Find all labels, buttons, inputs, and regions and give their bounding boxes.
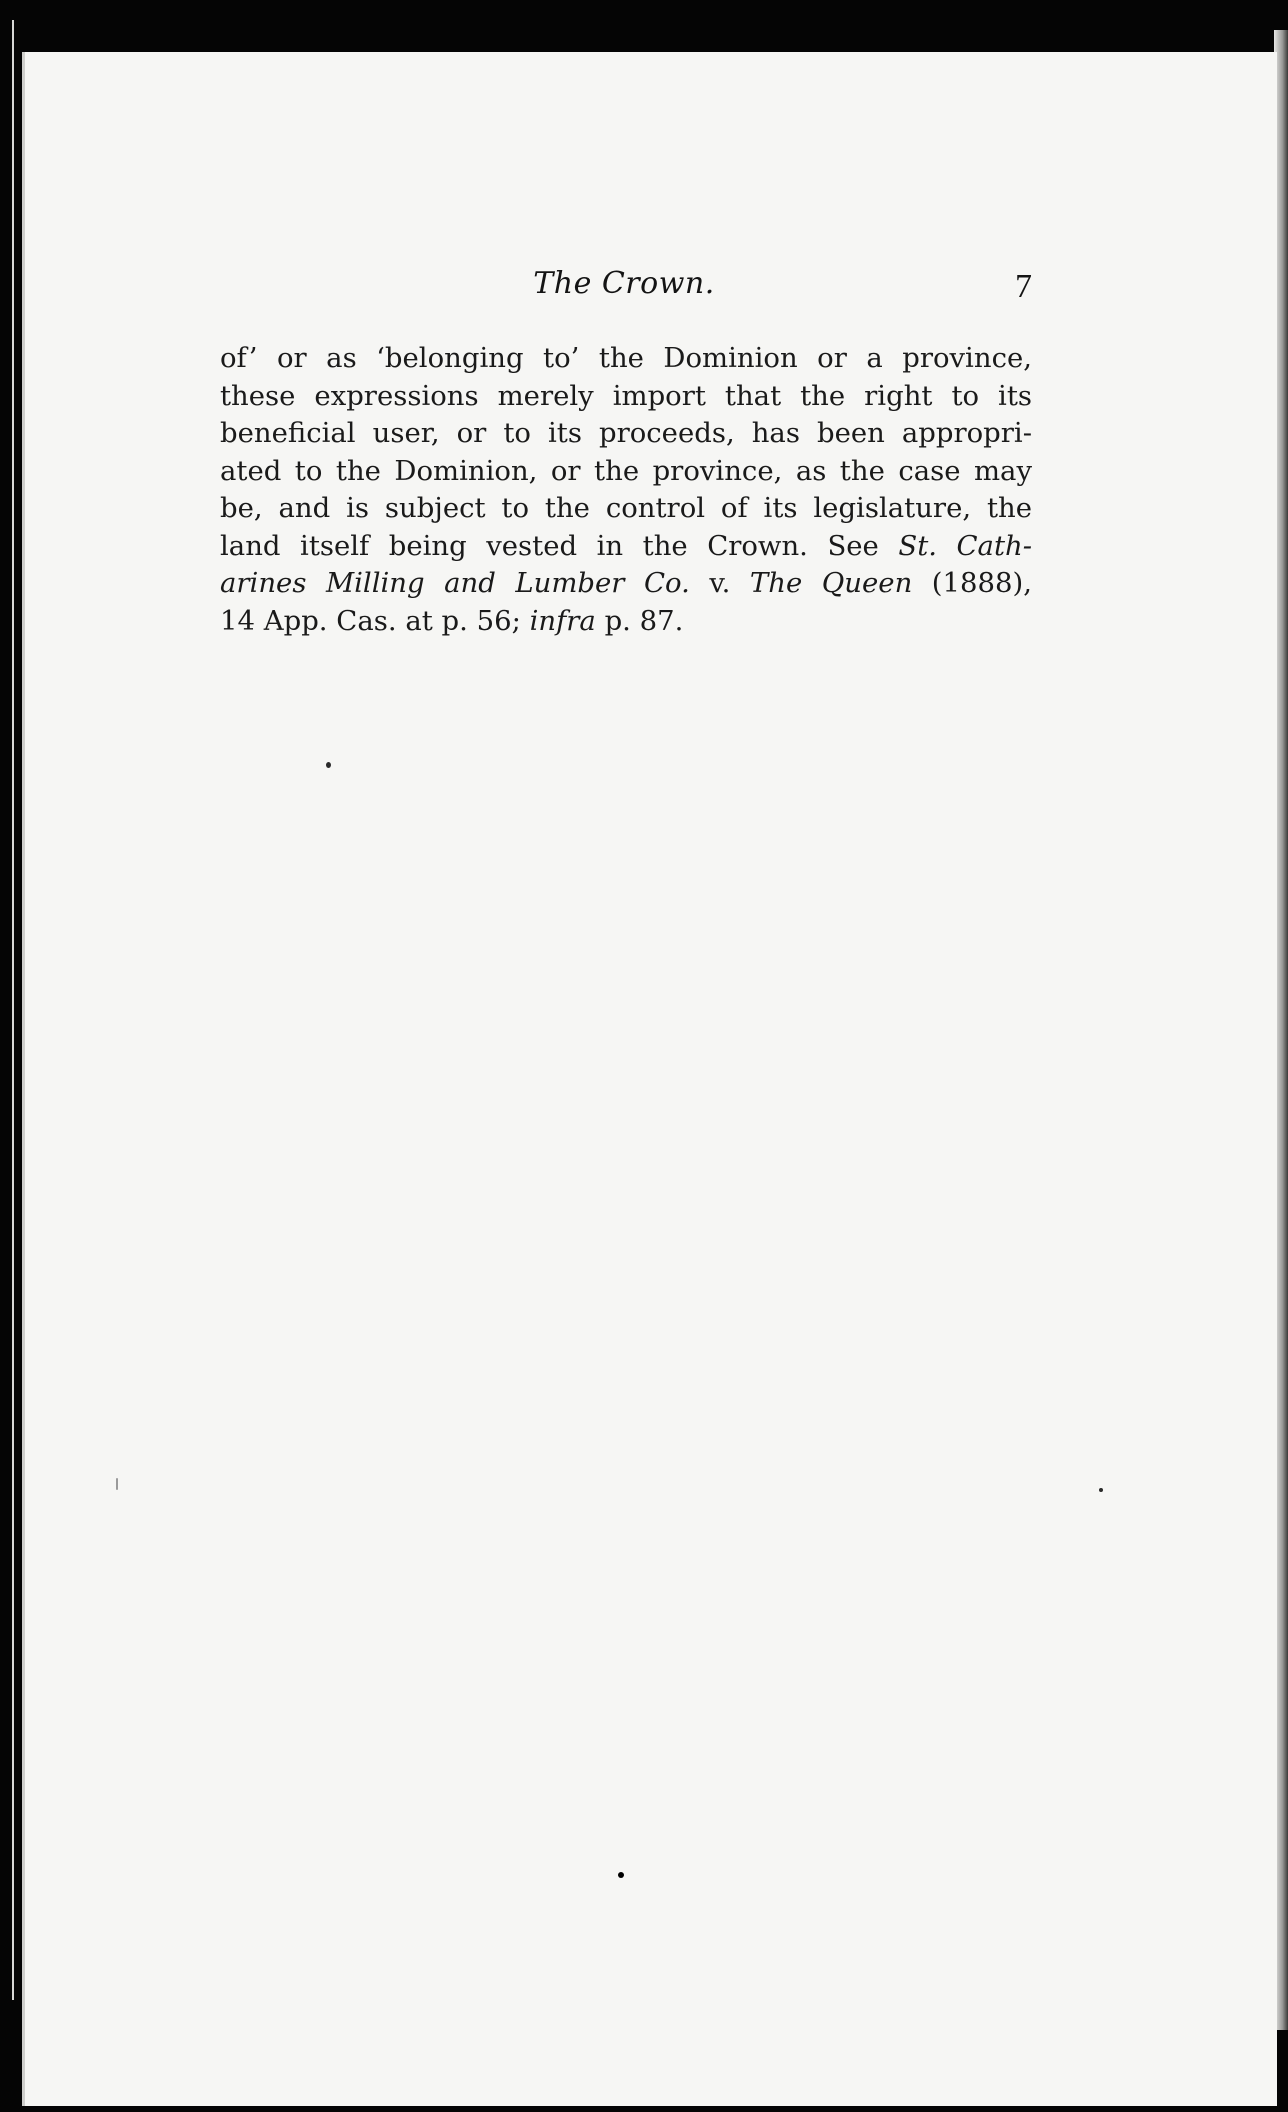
running-head	[198, 266, 1050, 316]
versus-abbreviation: v.	[689, 567, 750, 599]
text-line-7	[220, 565, 1032, 603]
scan-speck	[1099, 1488, 1103, 1492]
text-line-8	[220, 603, 1032, 641]
page-reference: p. 87.	[595, 604, 684, 637]
case-name-part-1: St. Cath-	[898, 529, 1032, 562]
text-line-3: beneficial user, or to its proceeds, has been appropri-	[220, 417, 1032, 449]
scan-mark	[116, 1478, 118, 1490]
text-line-6	[220, 528, 1032, 566]
case-year: (1888),	[912, 567, 1032, 599]
infra-word: infra	[529, 604, 596, 637]
page-number: 7	[1015, 268, 1032, 305]
case-name-part-3: The Queen	[749, 567, 913, 599]
citation-reference: 14 App. Cas. at p. 56;	[220, 604, 530, 637]
binding-edge	[12, 20, 14, 2000]
text-line-2: these expressions merely import that the right to its	[220, 379, 1032, 412]
text-line-5: be, and is subject to the control of its legislature, the	[220, 492, 1032, 524]
line-6-roman: land itself being vested in the Crown. See	[220, 529, 899, 562]
scan-speck	[326, 762, 331, 768]
scan-speck	[618, 1872, 624, 1878]
text-line-4: ated to the Dominion, or the province, as the case may	[220, 454, 1032, 487]
text-line-1: of’ or as ‘belonging to’ the Dominion or a province,	[220, 342, 1032, 374]
body-paragraph	[220, 340, 1032, 640]
case-name-part-2: arines Milling and Lumber Co.	[220, 567, 690, 599]
running-head-title: The Crown.	[533, 266, 715, 301]
